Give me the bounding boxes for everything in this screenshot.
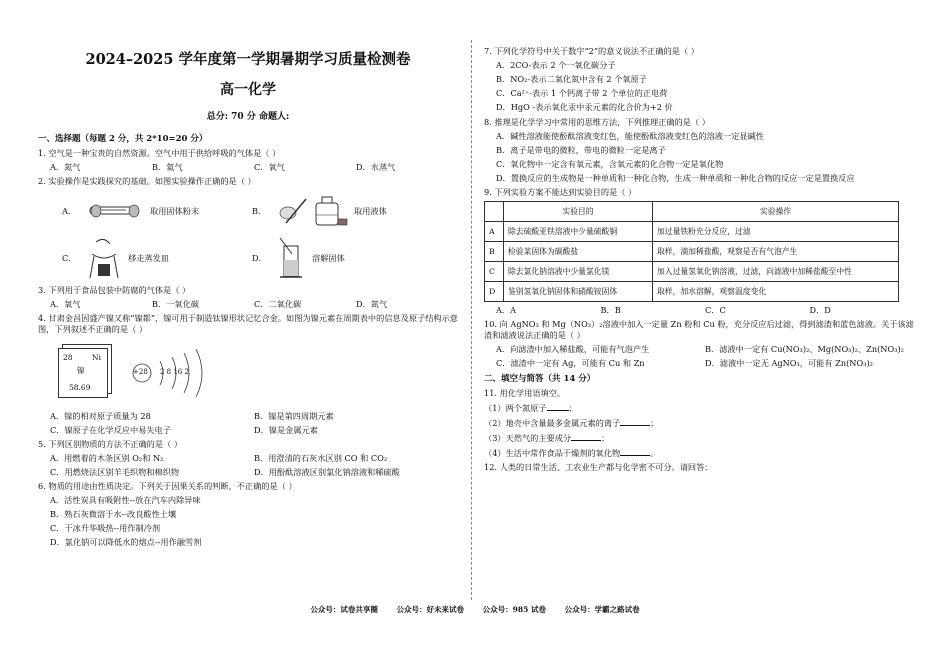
table-row: C 除去氯化钠溶液中少量氯化镁 加入过量氢氧化钠溶液，过滤，向滤液中加稀盐酸至中性	[485, 262, 899, 282]
question-4-options-row2	[38, 425, 458, 436]
option: A．镍的相对原子质量为 28	[50, 411, 151, 421]
option: D．水蒸气	[356, 162, 396, 172]
section-fill-heading: 二、填空与简答（共 14 分）	[484, 374, 596, 384]
question-2-images-row1	[38, 191, 458, 231]
question-1-options	[38, 162, 458, 173]
option: C．滤渣中一定有 Ag，可能有 Cu 和 Zn	[496, 358, 645, 368]
option: B．氦气	[152, 162, 183, 172]
option: C．氧化物中一定含有氧元素，含氧元素的化合物一定是氧化物	[496, 159, 724, 169]
footer-item: 公众号：试卷共享圈	[310, 605, 378, 614]
graduated-cylinder-icon	[276, 236, 306, 280]
option: A．A	[496, 305, 517, 315]
question-11-item: （1）两个氮原子 ；	[484, 403, 577, 413]
question-10-options-row1	[484, 344, 914, 355]
question-6: 6. 物质的用途由性质决定。下列关于因果关系的判断，不正确的是（ ）	[38, 481, 297, 491]
option: B．B	[600, 305, 621, 315]
question-10: 10. 向 AgNO₃ 和 Mg（NO₃）₂溶液中加入一定量 Zn 粉和 Cu 粉，充分反应后过滤，得到滤渣和蓝色滤液。关于该滤渣和滤液说法正确的是（ ）	[484, 319, 914, 340]
option: D．镍是金属元素	[254, 425, 318, 435]
option: D．用酚酞溶液区别氯化钠溶液和稀硫酸	[254, 467, 400, 477]
atomic-structure	[130, 343, 240, 403]
option-b-image: B． 取用液体	[252, 193, 442, 229]
electron-shells: 2 8 16 2	[160, 368, 189, 376]
exam-meta: 总分: 70 分 命题人:	[206, 112, 290, 122]
option: B．离子是带电的微粒，带电的微粒一定是离子	[496, 145, 666, 155]
column-divider	[471, 40, 472, 600]
answer-blank[interactable]	[571, 432, 601, 441]
question-7: 7. 下列化学符号中关于数字“2”的意义说法不正确的是（ ）	[484, 46, 699, 56]
table-row: D 鉴别氢氧化钠固体和硝酸铵固体 取样，加水溶解，观察温度变化	[485, 282, 899, 302]
footer-item: 公众号：好未来试卷	[396, 605, 465, 614]
question-12: 12. 人类的日常生活、工农业生产都与化学密不可分。请回答：	[484, 462, 713, 472]
question-5-options-row2	[38, 467, 458, 478]
footer-item: 公众号：学霸之路试卷	[564, 605, 640, 614]
question-3: 3. 下列用于食品包装中防腐的气体是（ ）	[38, 285, 191, 295]
question-2-images-row2	[38, 235, 458, 281]
option: A．活性炭具有吸附性--放在汽车内除异味	[50, 495, 201, 505]
option: B．镍是第四周期元素	[254, 411, 334, 421]
option: C．二氧化碳	[254, 299, 302, 309]
question-2: 2. 实验操作是实践探究的基础。如图实验操作正确的是（ ）	[38, 176, 256, 186]
table-header: 实验目的	[504, 202, 653, 222]
exam-subject: 高一化学	[220, 82, 276, 98]
question-3-options	[38, 299, 458, 310]
option: C．干冰升华吸热--用作制冷剂	[50, 523, 161, 533]
table-header-row	[485, 202, 899, 222]
option: A．用燃着的木条区别 O₂和 N₂	[50, 453, 164, 463]
nickel-diagram	[38, 341, 458, 405]
question-11-item: （3）天然气的主要成分 ；	[484, 433, 610, 443]
option: A．碱性溶液能使酚酞溶液变红色，能使酚酞溶液变红色的溶液一定显碱性	[496, 131, 764, 141]
option: A．氮气	[50, 162, 81, 172]
option: D．D	[809, 305, 831, 315]
option: C．氧气	[254, 162, 285, 172]
footer-watermark	[0, 604, 950, 615]
option: D．HgO -表示氧化汞中汞元素的化合价为+2 价	[496, 102, 673, 112]
option: B．NO₂-表示二氧化氮中含有 2 个氧原子	[496, 74, 647, 84]
question-11-item: （2）地壳中含量最多金属元素的离子 ；	[484, 418, 659, 428]
option-c-image: C． 移走蒸发皿	[62, 236, 252, 280]
option: D．置换反应的生成物是一种单质和一种化合物，生成一种单质和一种化合物的反应一定是置换反应	[496, 173, 855, 183]
question-11: 11. 用化学用语填空。	[484, 388, 566, 398]
section-choice-heading: 一、选择题（每题 2 分，共 2*10=20 分）	[38, 134, 208, 144]
answer-blank[interactable]	[547, 402, 569, 411]
table-row: B 检验某固体为碳酸盐 取样，滴加稀盐酸，观察是否有气泡产生	[485, 242, 899, 262]
option: D．滤液中一定无 AgNO₃，可能有 Zn(NO₃)₂	[705, 358, 873, 368]
evaporating-dish-icon	[86, 236, 122, 280]
option: C．Ca²⁺-表示 1 个钙离子带 2 个单位的正电荷	[496, 88, 668, 98]
question-11-item: （4）生活中常作食品干燥剂的氧化物 。	[484, 448, 659, 458]
liquid-pouring-icon	[276, 193, 348, 229]
option: B．滤液中一定有 Cu(NO₃)₂、Mg(NO₃)₂、Zn(NO₃)₂	[705, 344, 904, 354]
periodic-table-cell: 28 Ni 镍 58.69	[58, 348, 108, 398]
option-a-image: A． 取用固体粉末	[62, 197, 252, 225]
question-8: 8. 推理是化学学习中常用的思维方法，下列推理正确的是（ ）	[484, 117, 710, 127]
question-5-options-row1	[38, 453, 458, 464]
option: B．熟石灰微溶于水--改良酸性土壤	[50, 509, 177, 519]
option: A．氧气	[50, 299, 81, 309]
question-1: 1. 空气是一种宝贵的自然资源。空气中用于供给呼吸的气体是（ ）	[38, 148, 281, 158]
question-4-options-row1	[38, 411, 458, 422]
option: C．镍原子在化学反应中易失电子	[50, 425, 171, 435]
test-tube-powder-icon	[86, 197, 144, 225]
answer-blank[interactable]	[620, 417, 650, 426]
table-row: A 除去硫酸亚铁溶液中少量硫酸铜 加过量铁粉充分反应，过滤	[485, 222, 899, 242]
option: A．2CO-表示 2 个一氧化碳分子	[496, 60, 616, 70]
nucleus-charge: +28	[133, 368, 148, 376]
option-d-image: D． 溶解固体	[252, 236, 442, 280]
experiment-table	[484, 201, 899, 302]
table-header	[485, 202, 504, 222]
option: D．氮气	[356, 299, 388, 309]
question-10-options-row2	[484, 358, 914, 369]
right-column	[484, 46, 914, 476]
option: A．向滤渣中加入稀盐酸，可能有气泡产生	[496, 344, 650, 354]
exam-title: 2024–2025 学年度第一学期暑期学习质量检测卷	[85, 51, 411, 68]
option: B．用澄清的石灰水区别 CO 和 CO₂	[254, 453, 388, 463]
option: C．C	[705, 305, 726, 315]
left-column	[38, 48, 458, 551]
option: D．氯化钠可以降低水的熔点--用作融雪剂	[50, 537, 202, 547]
answer-blank[interactable]	[620, 447, 650, 456]
footer-item: 公众号：985 试卷	[482, 605, 546, 614]
option: B．一氧化碳	[152, 299, 199, 309]
option: C．用燃烧法区别羊毛织物和棉织物	[50, 467, 180, 477]
table-header: 实验操作	[653, 202, 899, 222]
question-9-options	[484, 305, 914, 316]
question-5: 5. 下列区别物质的方法不正确的是（ ）	[38, 439, 183, 449]
question-9: 9. 下列实验方案不能达到实验目的是（ ）	[484, 187, 637, 197]
question-4: 4. 甘肃金昌因盛产镍又称“镍都”，镍可用于制造钛镍形状记忆合金。如图为镍元素在周期表中的信息及原子结构示意图，下列叙述不正确的是（ ）	[38, 313, 458, 334]
